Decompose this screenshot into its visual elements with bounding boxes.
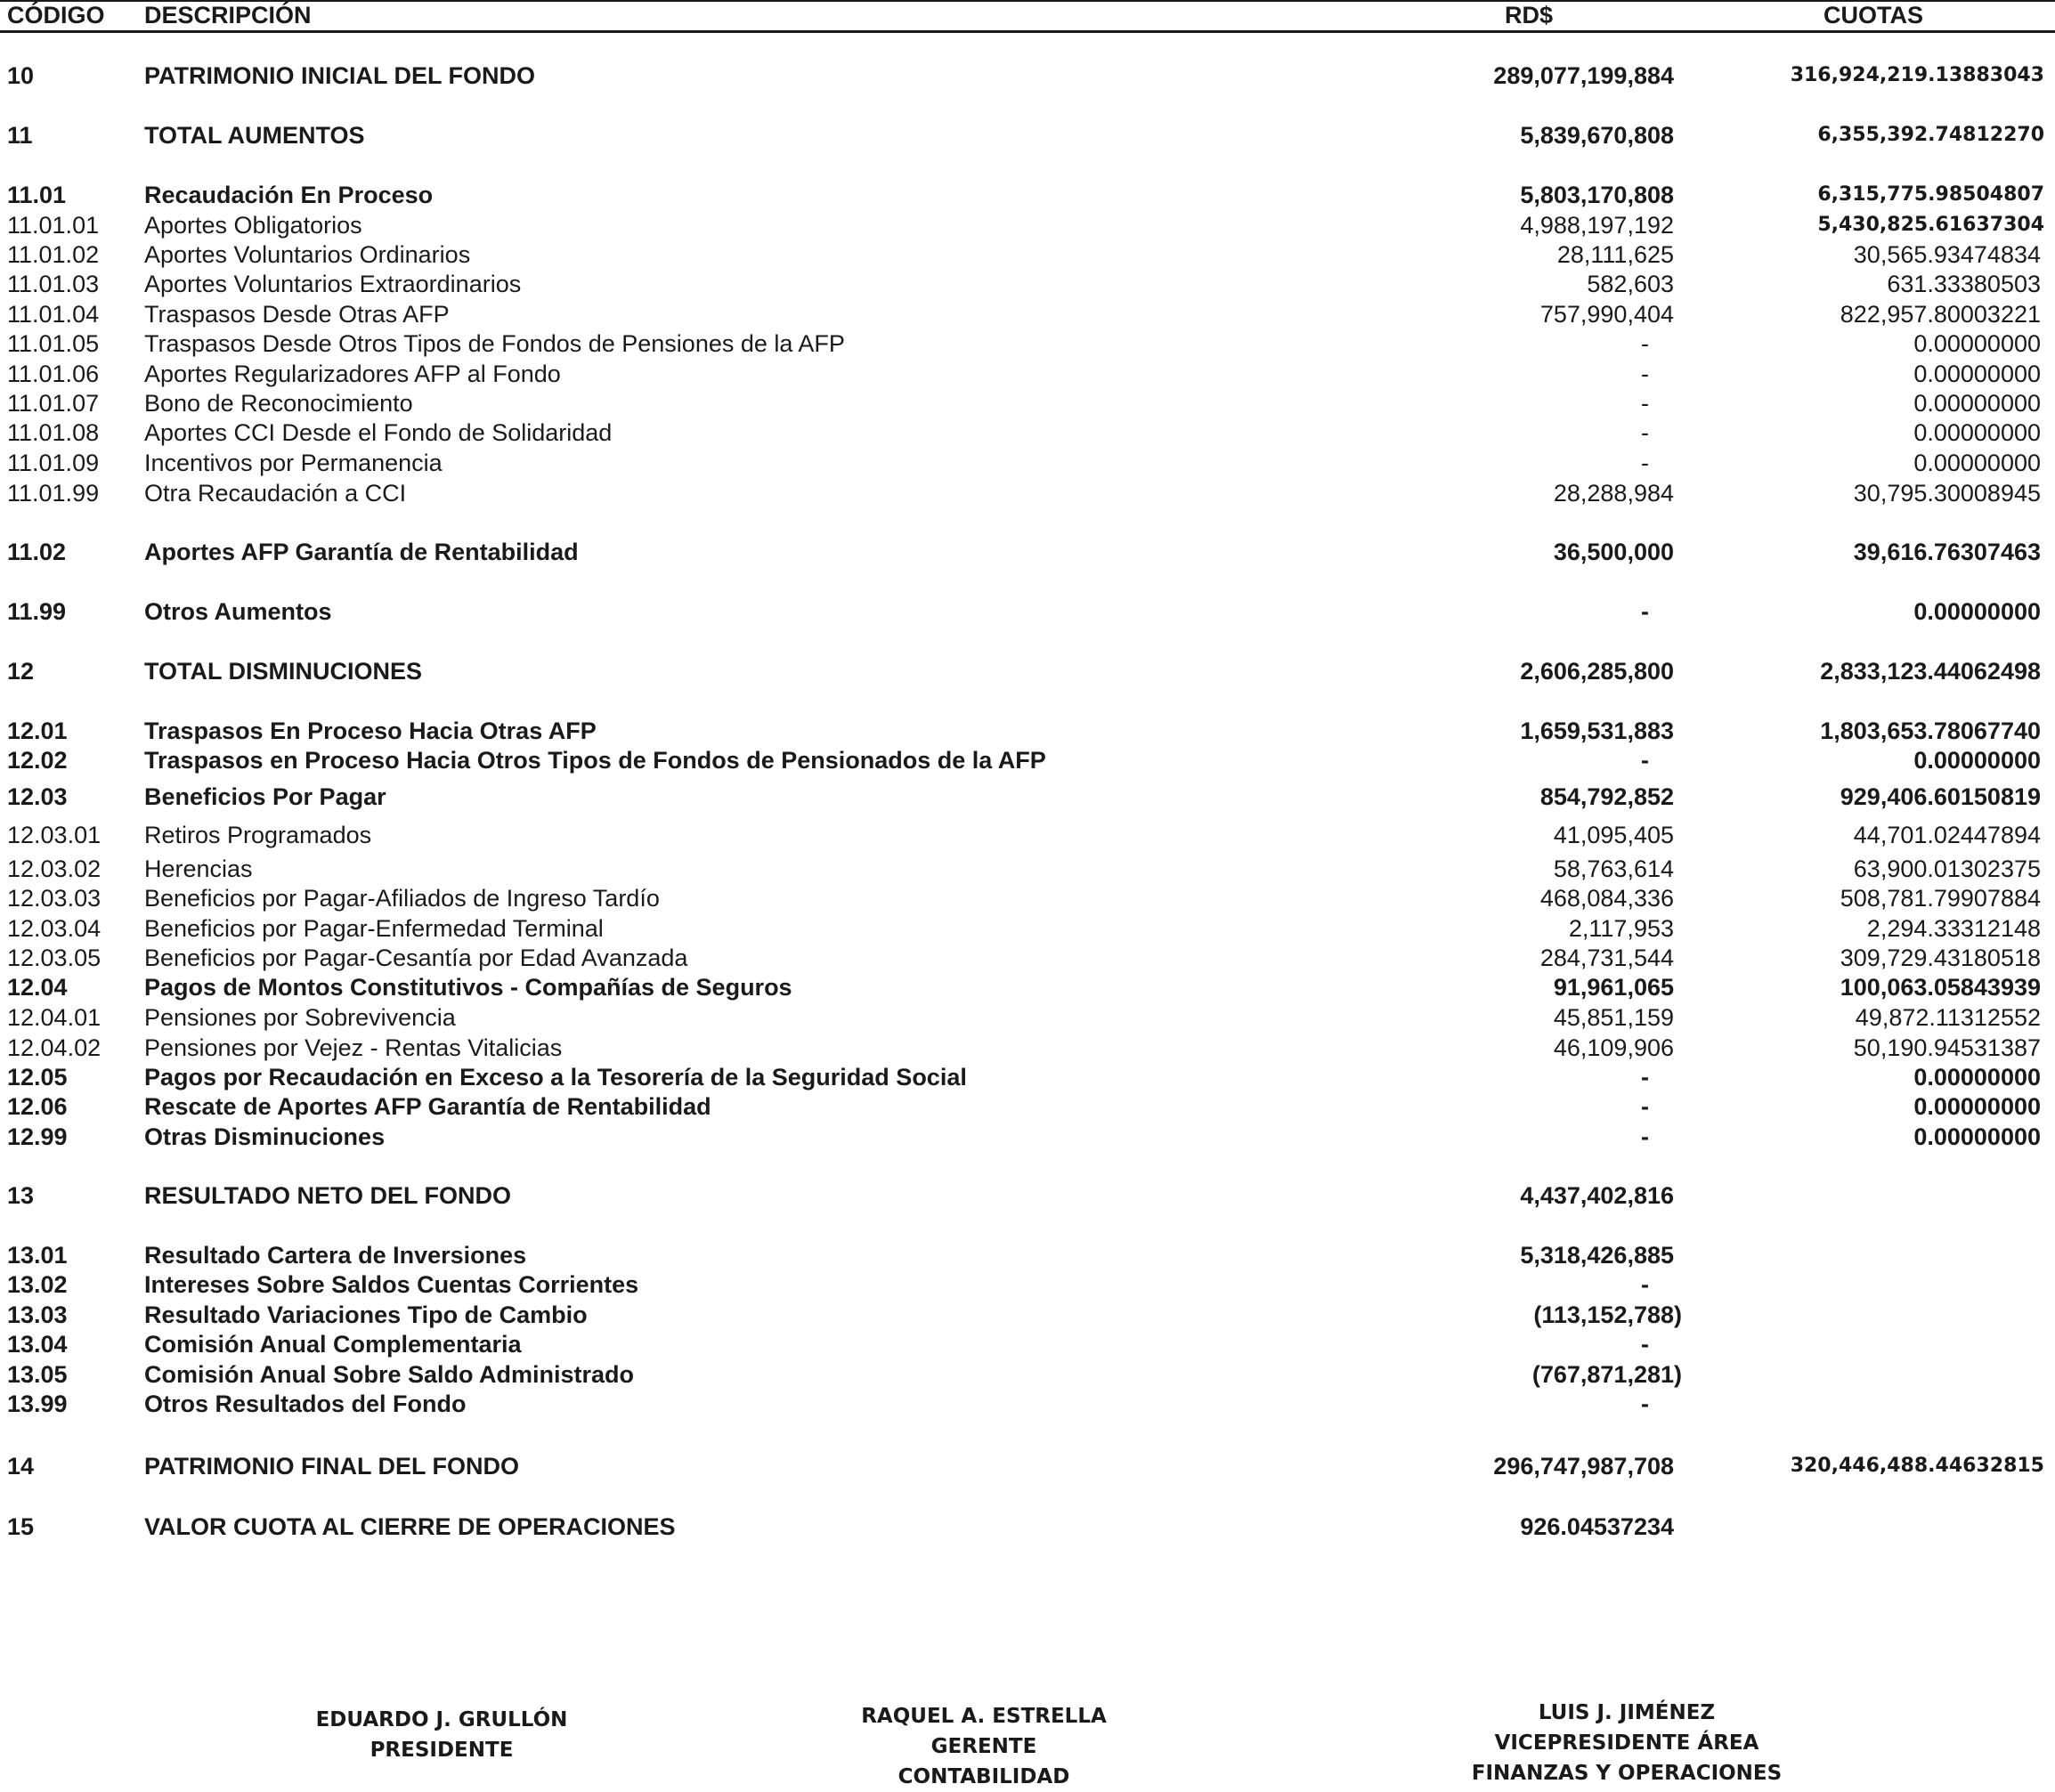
table-row: [0, 716, 2055, 746]
row-rd-amount: 46,109,906: [1553, 1034, 1674, 1061]
row-description: Rescate de Aportes AFP Garantía de Rentabilidad: [144, 1093, 711, 1120]
signature-block-manager: [779, 1701, 1189, 1792]
row-description: Pensiones por Sobrevivencia: [144, 1004, 456, 1031]
signature-title: FINANZAS Y OPERACIONES: [1471, 1762, 1783, 1785]
row-code: 13.02: [7, 1271, 68, 1298]
row-cuotas-amount: 30,565.93474834: [1853, 241, 2041, 268]
row-rd-amount: 296,747,987,708: [1493, 1453, 1674, 1480]
row-code: 12.03.04: [7, 915, 102, 942]
table-row: [0, 883, 2055, 913]
row-code: 13.99: [7, 1391, 68, 1417]
row-cuotas-amount: 2,294.33312148: [1866, 915, 2041, 942]
row-rd-amount: 28,111,625: [1556, 241, 1674, 268]
row-code: 15: [7, 1513, 35, 1540]
row-code: 13.03: [7, 1301, 68, 1328]
header-cuotas: CUOTAS: [1824, 2, 1923, 28]
row-cuotas-amount: 316,924,219.13883043: [1790, 64, 2044, 86]
row-description: Otros Aumentos: [144, 598, 332, 625]
row-cuotas-amount: 0.00000000: [1913, 1064, 2041, 1091]
table-row: [0, 1180, 2055, 1211]
table-row: [0, 656, 2055, 686]
table-row: [0, 1300, 2055, 1330]
header-description: DESCRIPCIÓN: [144, 2, 312, 28]
row-rd-amount: 5,803,170,808: [1520, 182, 1674, 208]
row-description: Resultado Cartera de Inversiones: [144, 1242, 527, 1269]
row-rd-amount: 5,318,426,885: [1520, 1242, 1674, 1269]
row-description: Aportes CCI Desde el Fondo de Solidaridad: [144, 419, 613, 446]
row-code: 11.01.03: [7, 271, 100, 297]
row-description: Aportes Regularizadores AFP al Fondo: [144, 361, 561, 387]
table-row: [0, 210, 2055, 240]
row-code: 13.04: [7, 1331, 68, 1358]
row-code: 11.01.05: [7, 330, 100, 357]
row-code: 11.01.99: [7, 480, 100, 507]
row-cuotas-amount: 50,190.94531387: [1853, 1034, 2041, 1061]
table-row: [0, 913, 2055, 944]
row-rd-amount: -: [1641, 598, 1649, 625]
table-row: [0, 61, 2055, 91]
row-description: Aportes Obligatorios: [144, 212, 362, 239]
row-rd-amount: -: [1641, 1331, 1649, 1358]
row-rd-amount: 4,988,197,192: [1520, 212, 1674, 239]
row-description: Bono de Reconocimiento: [144, 390, 413, 417]
row-description: PATRIMONIO FINAL DEL FONDO: [144, 1453, 519, 1480]
signature-title: VICEPRESIDENTE ÁREA: [1494, 1731, 1759, 1755]
table-row: [0, 1512, 2055, 1542]
table-row: [0, 239, 2055, 270]
table-row: [0, 120, 2055, 150]
table-row: [0, 328, 2055, 359]
signature-name: RAQUEL A. ESTRELLA: [861, 1705, 1107, 1728]
table-row: [0, 478, 2055, 508]
table-row: [0, 359, 2055, 389]
table-row: [0, 1329, 2055, 1359]
row-description: TOTAL AUMENTOS: [144, 122, 365, 149]
row-code: 12.02: [7, 747, 68, 774]
table-row: [0, 820, 2055, 850]
row-cuotas-amount: 0.00000000: [1913, 598, 2041, 625]
row-code: 11.01.06: [7, 361, 100, 387]
row-cuotas-amount: 0.00000000: [1913, 1123, 2041, 1150]
row-code: 11.01.09: [7, 450, 100, 476]
row-rd-amount: 2,606,285,800: [1520, 658, 1674, 685]
signature-name: EDUARDO J. GRULLÓN: [315, 1708, 568, 1731]
row-rd-amount: -: [1641, 1271, 1649, 1298]
row-cuotas-amount: 0.00000000: [1913, 361, 2041, 387]
row-code: 12.03.03: [7, 885, 102, 912]
row-code: 12.06: [7, 1093, 68, 1120]
row-code: 12: [7, 658, 35, 685]
row-rd-amount: 926.04537234: [1520, 1513, 1674, 1540]
signature-title: PRESIDENTE: [370, 1739, 514, 1762]
table-row: [0, 418, 2055, 448]
signature-name: LUIS J. JIMÉNEZ: [1538, 1701, 1716, 1724]
row-description: Beneficios por Pagar-Enfermedad Terminal: [144, 915, 604, 942]
table-row: [0, 745, 2055, 775]
row-cuotas-amount: 0.00000000: [1913, 419, 2041, 446]
row-rd-amount: 582,603: [1587, 271, 1674, 297]
row-code: 13.05: [7, 1361, 68, 1388]
row-description: Traspasos Desde Otros Tipos de Fondos de Pensiones de la AFP: [144, 330, 845, 357]
signature-title: CONTABILIDAD: [898, 1765, 1070, 1788]
row-rd-amount: 1,659,531,883: [1520, 718, 1674, 744]
table-row: [0, 1062, 2055, 1092]
row-cuotas-amount: 320,446,488.44632815: [1790, 1455, 2044, 1477]
row-description: PATRIMONIO INICIAL DEL FONDO: [144, 62, 536, 89]
row-description: Beneficios por Pagar-Cesantía por Edad Avanzada: [144, 945, 688, 971]
row-rd-amount: -: [1641, 419, 1649, 446]
table-row: [0, 943, 2055, 973]
table-row: [0, 388, 2055, 418]
table-row: [0, 1033, 2055, 1063]
row-code: 12.04.01: [7, 1004, 102, 1031]
row-description: Aportes Voluntarios Extraordinarios: [144, 271, 522, 297]
row-code: 11.01: [7, 182, 67, 208]
table-row: [0, 972, 2055, 1002]
row-description: Traspasos en Proceso Hacia Otros Tipos de Fondos de Pensionados de la AFP: [144, 747, 1046, 774]
row-rd-amount: -: [1641, 330, 1649, 357]
row-description: RESULTADO NETO DEL FONDO: [144, 1182, 512, 1209]
row-cuotas-amount: 0.00000000: [1913, 450, 2041, 476]
table-row: [0, 1240, 2055, 1270]
row-description: Otras Disminuciones: [144, 1123, 386, 1150]
row-cuotas-amount: 44,701.02447894: [1853, 822, 2041, 848]
table-row: [0, 1269, 2055, 1300]
row-code: 13: [7, 1182, 35, 1209]
row-code: 11: [7, 122, 33, 149]
row-description: Pagos de Montos Constitutivos - Compañías de Seguros: [144, 974, 792, 1001]
row-code: 14: [7, 1453, 35, 1480]
table-row: [0, 596, 2055, 627]
row-description: Aportes Voluntarios Ordinarios: [144, 241, 471, 268]
table-row: [0, 1091, 2055, 1122]
row-rd-amount: -: [1641, 1123, 1649, 1150]
row-rd-amount: 289,077,199,884: [1493, 62, 1674, 89]
table-row: [0, 1002, 2055, 1033]
row-description: Otra Recaudación a CCI: [144, 480, 407, 507]
row-code: 11.99: [7, 598, 67, 625]
row-cuotas-amount: 6,355,392.74812270: [1817, 124, 2044, 146]
row-description: Resultado Variaciones Tipo de Cambio: [144, 1301, 588, 1328]
row-code: 11.01.04: [7, 301, 100, 328]
row-description: Comisión Anual Complementaria: [144, 1331, 522, 1358]
table-row: [0, 1122, 2055, 1152]
row-description: Otros Resultados del Fondo: [144, 1391, 467, 1417]
row-cuotas-amount: 0.00000000: [1913, 390, 2041, 417]
header-code: CÓDIGO: [7, 2, 105, 28]
row-rd-amount: 468,084,336: [1539, 885, 1674, 912]
row-code: 11.01.01: [7, 212, 100, 239]
row-description: Comisión Anual Sobre Saldo Administrado: [144, 1361, 635, 1388]
row-description: Pagos por Recaudación en Exceso a la Tesorería de la Seguridad Social: [144, 1064, 967, 1091]
row-cuotas-amount: 0.00000000: [1913, 747, 2041, 774]
row-rd-amount: 28,288,984: [1553, 480, 1674, 507]
row-rd-amount: 5,839,670,808: [1520, 122, 1674, 149]
table-row: [0, 269, 2055, 299]
row-cuotas-amount: 100,063.05843939: [1840, 974, 2041, 1001]
row-cuotas-amount: 0.00000000: [1913, 1093, 2041, 1120]
row-code: 12.04.02: [7, 1034, 102, 1061]
row-description: Pensiones por Vejez - Rentas Vitalicias: [144, 1034, 563, 1061]
row-rd-amount: 91,961,065: [1553, 974, 1674, 1001]
row-rd-amount: 41,095,405: [1553, 822, 1674, 848]
row-rd-amount: -: [1641, 747, 1649, 774]
row-code: 11.01.07: [7, 390, 100, 417]
row-cuotas-amount: 30,795.30008945: [1853, 480, 2041, 507]
table-row: [0, 854, 2055, 884]
row-cuotas-amount: 6,315,775.98504807: [1817, 183, 2044, 206]
row-rd-amount: -: [1641, 1093, 1649, 1120]
row-description: Traspasos En Proceso Hacia Otras AFP: [144, 718, 597, 744]
row-rd-amount: (113,152,788): [1533, 1301, 1682, 1328]
row-description: Beneficios por Pagar-Afiliados de Ingreso Tardío: [144, 885, 660, 912]
row-description: Intereses Sobre Saldos Cuentas Corrientes: [144, 1271, 639, 1298]
row-code: 12.03.02: [7, 855, 102, 882]
row-code: 12.03.01: [7, 822, 102, 848]
row-cuotas-amount: 39,616.76307463: [1853, 539, 2041, 565]
row-code: 10: [7, 62, 35, 89]
row-cuotas-amount: 631.33380503: [1887, 271, 2041, 297]
row-code: 12.03.05: [7, 945, 102, 971]
table-row: [0, 1451, 2055, 1481]
row-cuotas-amount: 0.00000000: [1913, 330, 2041, 357]
row-description: TOTAL DISMINUCIONES: [144, 658, 423, 685]
row-rd-amount: 36,500,000: [1553, 539, 1674, 565]
row-description: Beneficios Por Pagar: [144, 783, 386, 810]
row-rd-amount: 45,851,159: [1553, 1004, 1674, 1031]
row-code: 12.01: [7, 718, 68, 744]
table-row: [0, 180, 2055, 210]
row-code: 11.01.02: [7, 241, 100, 268]
row-code: 11.01.08: [7, 419, 100, 446]
row-cuotas-amount: 508,781.79907884: [1840, 885, 2041, 912]
signature-block-president: [237, 1705, 646, 1765]
row-rd-amount: 854,792,852: [1539, 783, 1674, 810]
row-rd-amount: -: [1641, 361, 1649, 387]
row-rd-amount: 284,731,544: [1539, 945, 1674, 971]
table-row: [0, 299, 2055, 329]
row-cuotas-amount: 309,729.43180518: [1840, 945, 2041, 971]
row-description: Traspasos Desde Otras AFP: [144, 301, 450, 328]
row-description: Incentivos por Permanencia: [144, 450, 443, 476]
table-row: [0, 537, 2055, 567]
row-rd-amount: -: [1641, 390, 1649, 417]
row-rd-amount: 2,117,953: [1568, 915, 1674, 942]
row-rd-amount: 757,990,404: [1539, 301, 1674, 328]
row-description: VALOR CUOTA AL CIERRE DE OPERACIONES: [144, 1513, 676, 1540]
row-cuotas-amount: 5,430,825.61637304: [1817, 214, 2044, 236]
row-code: 12.05: [7, 1064, 68, 1091]
row-rd-amount: 58,763,614: [1553, 855, 1674, 882]
row-description: Herencias: [144, 855, 253, 882]
row-code: 12.04: [7, 974, 68, 1001]
row-cuotas-amount: 49,872.11312552: [1855, 1004, 2041, 1031]
table-row: [0, 1389, 2055, 1419]
row-rd-amount: (767,871,281): [1531, 1361, 1682, 1388]
table-row: [0, 1359, 2055, 1390]
row-cuotas-amount: 1,803,653.78067740: [1820, 718, 2041, 744]
signature-block-vp: [1422, 1698, 1832, 1788]
row-rd-amount: -: [1641, 1064, 1649, 1091]
row-code: 12.03: [7, 783, 68, 810]
row-rd-amount: 4,437,402,816: [1520, 1182, 1674, 1209]
row-cuotas-amount: 63,900.01302375: [1853, 855, 2041, 882]
row-code: 12.99: [7, 1123, 68, 1150]
table-row: [0, 448, 2055, 478]
row-rd-amount: -: [1641, 450, 1649, 476]
table-row: [0, 782, 2055, 812]
row-cuotas-amount: 929,406.60150819: [1840, 783, 2041, 810]
row-description: Retiros Programados: [144, 822, 372, 848]
row-description: Aportes AFP Garantía de Rentabilidad: [144, 539, 579, 565]
row-code: 13.01: [7, 1242, 68, 1269]
row-cuotas-amount: 2,833,123.44062498: [1820, 658, 2041, 685]
row-code: 11.02: [7, 539, 67, 565]
header-rd: RD$: [1505, 2, 1554, 28]
row-description: Recaudación En Proceso: [144, 182, 434, 208]
row-cuotas-amount: 822,957.80003221: [1840, 301, 2041, 328]
row-rd-amount: -: [1641, 1391, 1649, 1417]
signature-title: GERENTE: [930, 1735, 1037, 1758]
